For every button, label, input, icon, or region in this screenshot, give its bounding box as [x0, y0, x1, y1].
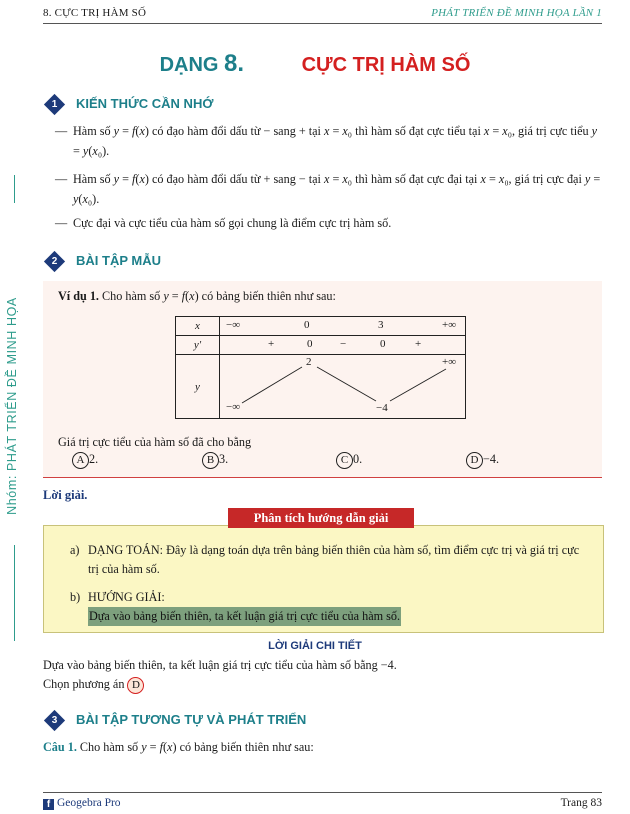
analysis-tab: Phân tích hướng dẫn giải	[228, 508, 414, 528]
table-y-label: y	[176, 355, 220, 419]
footer-brand[interactable]: f Geogebra Pro	[43, 797, 121, 810]
title-number: 8.	[224, 50, 245, 77]
section-number-icon: 1	[44, 94, 65, 115]
example-prompt: Giá trị cực tiểu của hàm số đã cho bằng	[58, 435, 252, 449]
table-yp-label: y′	[176, 336, 220, 355]
title-prefix: DẠNG	[159, 54, 219, 76]
section-label: BÀI TẬP MẪU	[76, 253, 161, 268]
header-rule	[43, 23, 602, 24]
list-item: — Hàm số y = f(x) có đạo hàm đổi dấu từ + sang − tại x = x₀ thì hàm số đạt cực đại tại x = x₀, giá trị cực đại y = y(x₀).	[55, 172, 601, 206]
exercise-label: Câu 1.	[43, 740, 77, 754]
header-series-title: PHÁT TRIỂN ĐỀ MINH HỌA LẦN 1	[431, 7, 602, 19]
table-x-row: −∞ 0 3 +∞	[220, 317, 466, 336]
section-number-icon: 2	[44, 251, 65, 272]
sidebar-rule-top	[14, 175, 15, 203]
analysis-item-a: a) DẠNG TOÁN: Đây là dạng toán dựa trên bảng biến thiên của hàm số, tìm điểm cực trị và giá trị cực trị của hàm số.	[70, 543, 580, 576]
example-label: Ví dụ 1.	[58, 289, 99, 303]
detail-text: Dựa vào bảng biến thiên, ta kết luận giá trị cực tiểu của hàm số bằng −4.	[43, 658, 397, 672]
option-d[interactable]: D −4.	[466, 452, 499, 469]
list-item: — Cực đại và cực tiểu của hàm số gọi chung là điểm cực trị hàm số.	[55, 216, 392, 230]
choice-line: Chọn phương án D	[43, 677, 144, 694]
analysis-item-b: b) HƯỚNG GIẢI: Dựa vào bảng biến thiên, ta kết luận giá trị cực tiểu của hàm số.	[70, 588, 590, 626]
section-heading-sample	[43, 253, 161, 269]
option-b[interactable]: B 3.	[202, 452, 228, 469]
sidebar-rule-bottom	[14, 545, 15, 641]
page-title	[0, 50, 630, 78]
table-y-row: −∞ 2 −4 +∞	[220, 355, 466, 419]
answer-choice: D	[127, 677, 144, 694]
table-yp-row: + 0 − 0 +	[220, 336, 466, 355]
section-label: BÀI TẬP TƯƠNG TỰ VÀ PHÁT TRIỂN	[76, 712, 307, 727]
page-number: Trang 83	[560, 797, 602, 809]
title-text: CỰC TRỊ HÀM SỐ	[301, 54, 471, 76]
section-heading-exercises	[43, 712, 306, 728]
option-a[interactable]: A 2.	[72, 452, 98, 469]
header-chapter: 8. CỰC TRỊ HÀM SỐ	[43, 7, 147, 19]
option-c[interactable]: C 0.	[336, 452, 362, 469]
exercise-question: Câu 1. Cho hàm số y = f(x) có bảng biến thiên như sau:	[43, 740, 314, 754]
section-label: KIẾN THỨC CẦN NHỚ	[76, 96, 214, 111]
detail-heading: LỜI GIẢI CHI TIẾT	[268, 640, 362, 652]
variation-table	[175, 316, 466, 419]
footer-rule	[43, 792, 602, 793]
list-item: — Hàm số y = f(x) có đạo hàm đổi dấu từ − sang + tại x = x₀ thì hàm số đạt cực tiểu tại x = x₀, giá trị cực tiểu y = y(x₀).	[55, 124, 598, 158]
variation-arrows	[220, 355, 467, 418]
sidebar-group-label: Nhóm: PHÁT TRIỂN ĐỀ MINH HỌA	[5, 297, 19, 515]
example-question: Ví dụ 1. Cho hàm số y = f(x) có bảng biến thiên như sau:	[58, 289, 336, 303]
section-number-icon: 3	[44, 710, 65, 731]
table-x-label: x	[176, 317, 220, 336]
highlighted-hint: Dựa vào bảng biến thiên, ta kết luận giá trị cực tiểu của hàm số.	[88, 607, 401, 626]
facebook-icon: f	[43, 799, 54, 810]
solution-heading: Lời giải.	[43, 488, 88, 502]
section-heading-knowledge	[43, 96, 213, 112]
